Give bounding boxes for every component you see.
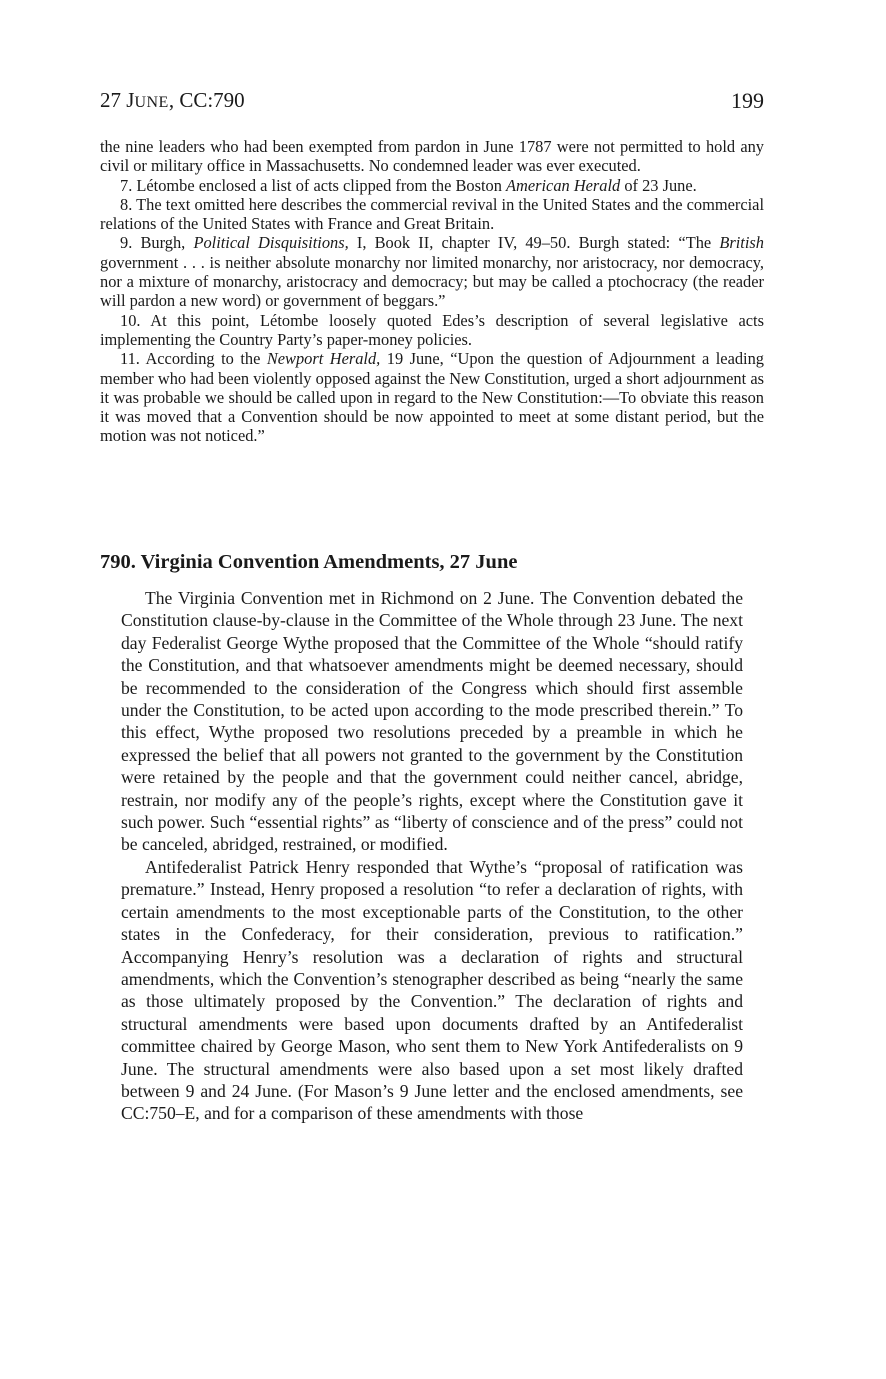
note-11-italic: Newport Herald, bbox=[266, 349, 381, 369]
document-title: 790. Virginia Convention Amendments, 27 June bbox=[100, 551, 518, 573]
note-7 bbox=[100, 176, 764, 195]
note-9-lead: 9. Burgh, bbox=[120, 233, 194, 253]
running-head bbox=[100, 88, 764, 122]
document-body bbox=[121, 587, 743, 1125]
date-month: UNE bbox=[134, 94, 169, 111]
doc-ref: , CC:790 bbox=[168, 88, 245, 112]
endnotes bbox=[100, 137, 764, 446]
note-8: 8. The text omitted here describes the commercial revival in the United States and the commercial relations of the United States with France and Great Britain. bbox=[100, 194, 764, 234]
note-9-tail: government . . . is neither absolute monarchy nor limited monarchy, nor aristocracy, nor democracy, nor a mixture of monarchy, aristocracy and democracy; but may be called a ptochocracy (the reader will pardon a new word) or government of beggars.” bbox=[100, 252, 764, 311]
body-paragraph-1: The Virginia Convention met in Richmond on 2 June. The Convention debated the Constitution clause-by-clause in the Committee of the Whole through 23 June. The next day Federalist George Wythe proposed that the Committee of the Whole “should ratify the Constitution, and that whatsoever amendments might be deemed necessary, should be recommended to the consideration of the Congress which should first assemble under the Constitution, to be acted upon according to the mode prescribed therein.” To this effect, Wythe proposed two resolutions preceded by a preamble in which he expressed the belief that all powers not granted to the government by the Constitution were retained by the people and that the government could neither cancel, abridge, restrain, nor modify any of the people’s rights, except where the Constitution gave it such power. Such “essential rights” as “liberty of conscience and of the press” could not be canceled, abridged, restrained, or modified. bbox=[121, 588, 743, 855]
note-9-italic: Political Disquisitions, bbox=[193, 233, 349, 253]
note-7-tail: of 23 June. bbox=[620, 175, 697, 195]
note-continuation: the nine leaders who had been exempted from pardon in June 1787 were not permitted to hold any civil or military office in Massachusetts. No condemned leader was ever executed. bbox=[100, 137, 764, 176]
note-11 bbox=[100, 349, 764, 445]
note-7-lead: 7. Létombe enclosed a list of acts clipped from the Boston bbox=[120, 175, 506, 195]
note-10: 10. At this point, Létombe loosely quoted Edes’s description of several legislative acts implementing the Country Party’s paper-money policies. bbox=[100, 310, 764, 349]
running-head-date bbox=[100, 88, 245, 113]
body-paragraph-2: Antifederalist Patrick Henry responded that Wythe’s “proposal of ratification was premature.” Instead, Henry proposed a resolution “to refer a declaration of rights, with certain amendments to the most exceptionable parts of the Constitution, to the other states in the Confederacy, for their consideration, previous to ratification.” Accompanying Henry’s resolution was a declaration of rights and structural amendments, which the Convention’s stenographer described as being “nearly the same as those ultimately proposed by the Convention.” The declaration of rights and structural amendments were based upon documents drafted by an Antifederalist committee chaired by George Mason, who sent them to New York Antifederalists on 9 June. The structural amendments were also based upon a set most likely drafted between 9 and 24 June. (For Mason’s 9 June letter and the enclosed amendments, see CC:750–E, and for a comparison of these amendments with those bbox=[121, 856, 743, 1124]
page-number: 199 bbox=[731, 88, 764, 113]
note-9-italic-2: British bbox=[719, 233, 764, 253]
note-9-mid: I, Book II, chapter IV, 49–50. Burgh stated: “The bbox=[348, 233, 720, 253]
note-11-lead: 11. According to the bbox=[120, 349, 267, 369]
date-day: 27 J bbox=[100, 88, 135, 112]
note-11-tail: 19 June, “Upon the question of Adjournment a leading member who had been violently opposed against the New Constitution, urged a short adjournment as it was probable we should be called upon in regard to the New Constitution:—To obviate this reason it was moved that a Convention should be now appointed to meet at some distant period, but the motion was not noticed.” bbox=[100, 349, 764, 446]
note-9 bbox=[100, 233, 764, 310]
note-7-italic: American Herald bbox=[506, 175, 621, 195]
